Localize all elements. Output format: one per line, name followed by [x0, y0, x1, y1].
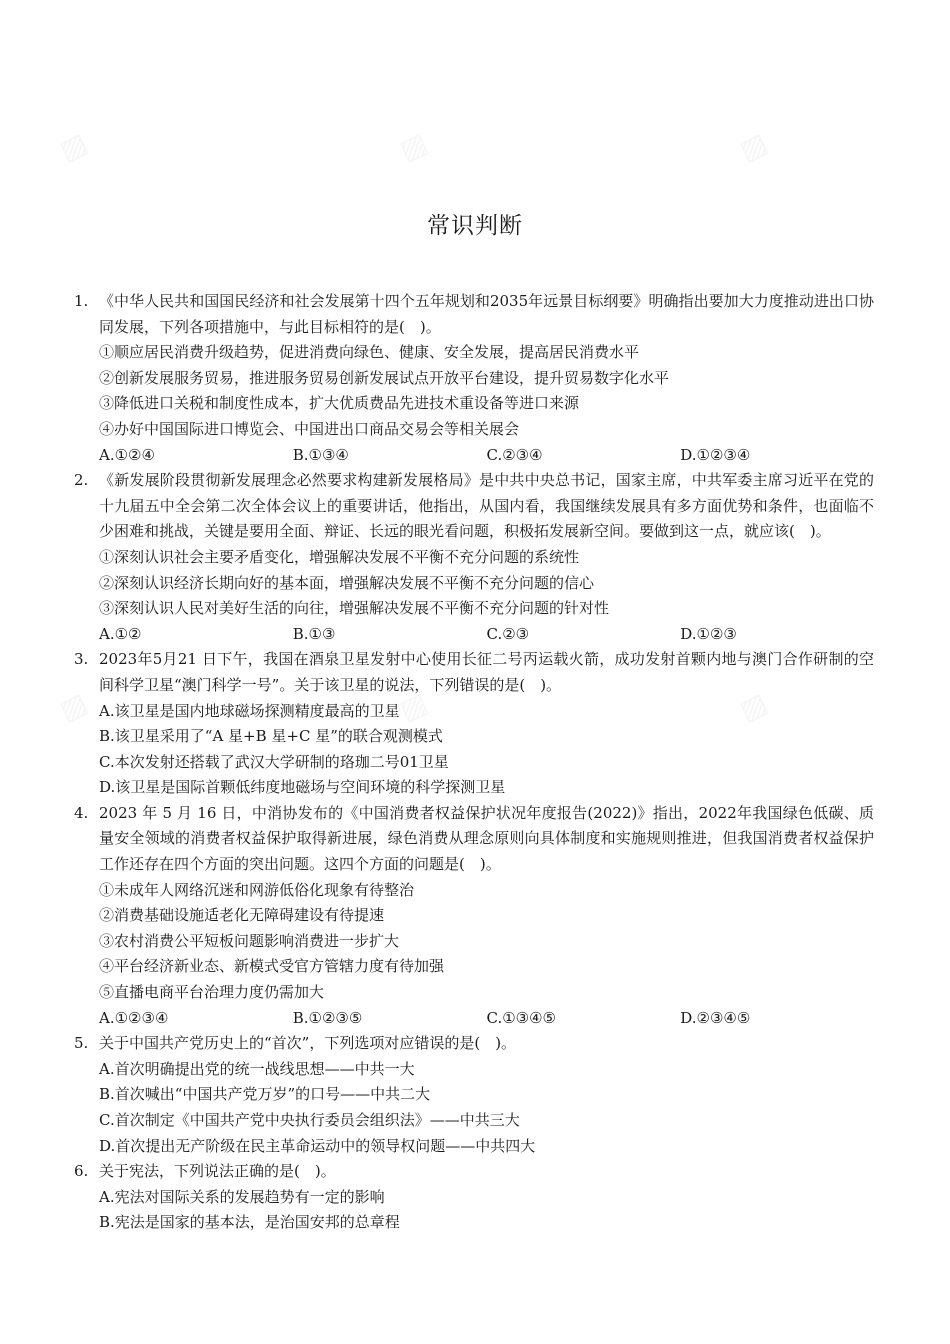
question-item: ③深刻认识人民对美好生活的向往，增强解决发展不平衡不充分问题的针对性: [99, 599, 610, 618]
answer-option: D.①②③④: [680, 445, 751, 464]
question-stem: [74, 1159, 874, 1185]
answer-option: B.①③④: [292, 445, 349, 464]
answer-option: D.①②③: [680, 624, 737, 643]
question-item: C.本次发射还搭载了武汉大学研制的珞珈二号01卫星: [99, 752, 449, 771]
question-5: [74, 1031, 874, 1159]
answer-options: [74, 1006, 874, 1032]
question-stem: [74, 468, 874, 545]
answer-options: [74, 443, 874, 469]
question-number: 2.: [74, 471, 89, 490]
question-item: ③降低进口关税和制度性成本，扩大优质费品先进技术重设备等进口来源: [99, 394, 580, 413]
question-6: [74, 1159, 874, 1236]
question-4: [74, 801, 874, 1031]
question-text: 2023 年 5 月 16 日，中消协发布的《中国消费者权益保护状况年度报告(2022)》指出，2022年我国绿色低碳、质量安全领域的消费者权益保护取得新进展，绿色消费从理念原则向具体制度和实施规则推进，但我国消费者权益保护工作还存在四个方面的突出问题。这四个方面的问题是( )。: [99, 803, 874, 874]
question-text: 《中华人民共和国国民经济和社会发展第十四个五年规划和2035年远景目标纲要》明确指出要加大力度推动进出口协同发展，下列各项措施中，与此目标相符的是( )。: [99, 292, 874, 336]
answer-option: C.②③④: [486, 445, 543, 464]
question-item: ④办好中国国际进口博览会、中国进出口商品交易会等相关展会: [99, 419, 520, 438]
question-item: B.宪法是国家的基本法，是治国安邦的总章程: [99, 1213, 400, 1232]
question-item: ⑤直播电商平台治理力度仍需加大: [99, 983, 325, 1002]
question-text: 《新发展阶段贯彻新发展理念必然要求构建新发展格局》是中共中央总书记，国家主席，中共军委主席习近平在党的十九届五中全会第二次全体会议上的重要讲话，他指出，从国内看，我国继续发展具有多方面优势和条件，也面临不少困难和挑战，关键是要用全面、辩证、长远的眼光看问题，积极拓发展新空间。要做到这一点，就应该( )。: [99, 471, 874, 541]
question-item: ③农村消费公平短板问题影响消费进一步扩大: [99, 931, 400, 950]
question-item: ②创新发展服务贸易，推进服务贸易创新发展试点开放平台建设，提升贸易数字化水平: [99, 368, 670, 387]
question-stem: [74, 289, 874, 340]
question-number: 5.: [74, 1034, 89, 1053]
question-item: ①深刻认识社会主要矛盾变化，增强解决发展不平衡不充分问题的系统性: [99, 547, 580, 566]
answer-option: A.①②④: [99, 445, 155, 464]
watermark: [734, 126, 772, 167]
question-1: [74, 289, 874, 468]
question-number: 4.: [74, 803, 89, 822]
question-item: A.该卫星是国内地球磁场探测精度最高的卫星: [99, 701, 400, 720]
question-stem: [74, 1031, 874, 1057]
watermark: [394, 126, 432, 167]
question-item: A.宪法对国际关系的发展趋势有一定的影响: [99, 1187, 385, 1206]
answer-option: A.①②③④: [99, 1008, 169, 1027]
question-list: [74, 289, 874, 1236]
question-item: C.首次制定《中国共产党中央执行委员会组织法》——中共三大: [99, 1111, 520, 1129]
question-item: B.该卫星采用了“A 星+B 星+C 星”的联合观测模式: [99, 727, 443, 746]
answer-option: A.①②: [99, 624, 142, 643]
question-stem: [74, 801, 874, 878]
question-item: A.首次明确提出党的统一战线思想——中共一大: [99, 1059, 415, 1078]
question-3: [74, 647, 874, 801]
answer-option: B.①③: [292, 624, 336, 643]
answer-option: C.①③④⑤: [486, 1008, 556, 1027]
question-item: B.首次喊出“中国共产党万岁”的口号——中共二大: [99, 1085, 431, 1104]
question-item: ②消费基础设施适老化无障碍建设有待提速: [99, 906, 385, 925]
question-item: D.该卫星是国际首颗低纬度地磁场与空间环境的科学探测卫星: [99, 778, 506, 797]
answer-option: C.②③: [486, 624, 530, 643]
watermark: [54, 126, 92, 167]
question-item: D.首次提出无产阶级在民主革命运动中的领导权问题——中共四大: [99, 1136, 536, 1155]
answer-option: D.②③④⑤: [680, 1008, 751, 1027]
question-text: 2023年5月21 日下午，我国在酒泉卫星发射中心使用长征二号丙运载火箭，成功发射首颗内地与澳门合作研制的空间科学卫星“澳门科学一号”。关于该卫星的说法，下列错误的是( )。: [99, 650, 874, 694]
question-2: [74, 468, 874, 647]
question-item: ①未成年人网络沉迷和网游低俗化现象有待整治: [99, 880, 415, 899]
answer-options: [74, 622, 874, 648]
page-title: 常识判断: [427, 213, 523, 239]
answer-option: B.①②③⑤: [292, 1008, 363, 1027]
question-text: 关于中国共产党历史上的“首次”，下列选项对应错误的是( )。: [99, 1034, 517, 1053]
question-number: 1.: [74, 292, 89, 310]
question-stem: [74, 647, 874, 698]
question-number: 6.: [74, 1162, 89, 1181]
question-number: 3.: [74, 650, 89, 669]
question-item: ④平台经济新业态、新模式受官方管辖力度有待加强: [99, 957, 445, 976]
question-text: 关于宪法，下列说法正确的是( )。: [99, 1162, 336, 1181]
question-item: ①顺应居民消费升级趋势，促进消费向绿色、健康、安全发展，提高居民消费水平: [99, 343, 640, 362]
question-item: ②深刻认识经济长期向好的基本面，增强解决发展不平衡不充分问题的信心: [99, 573, 595, 592]
